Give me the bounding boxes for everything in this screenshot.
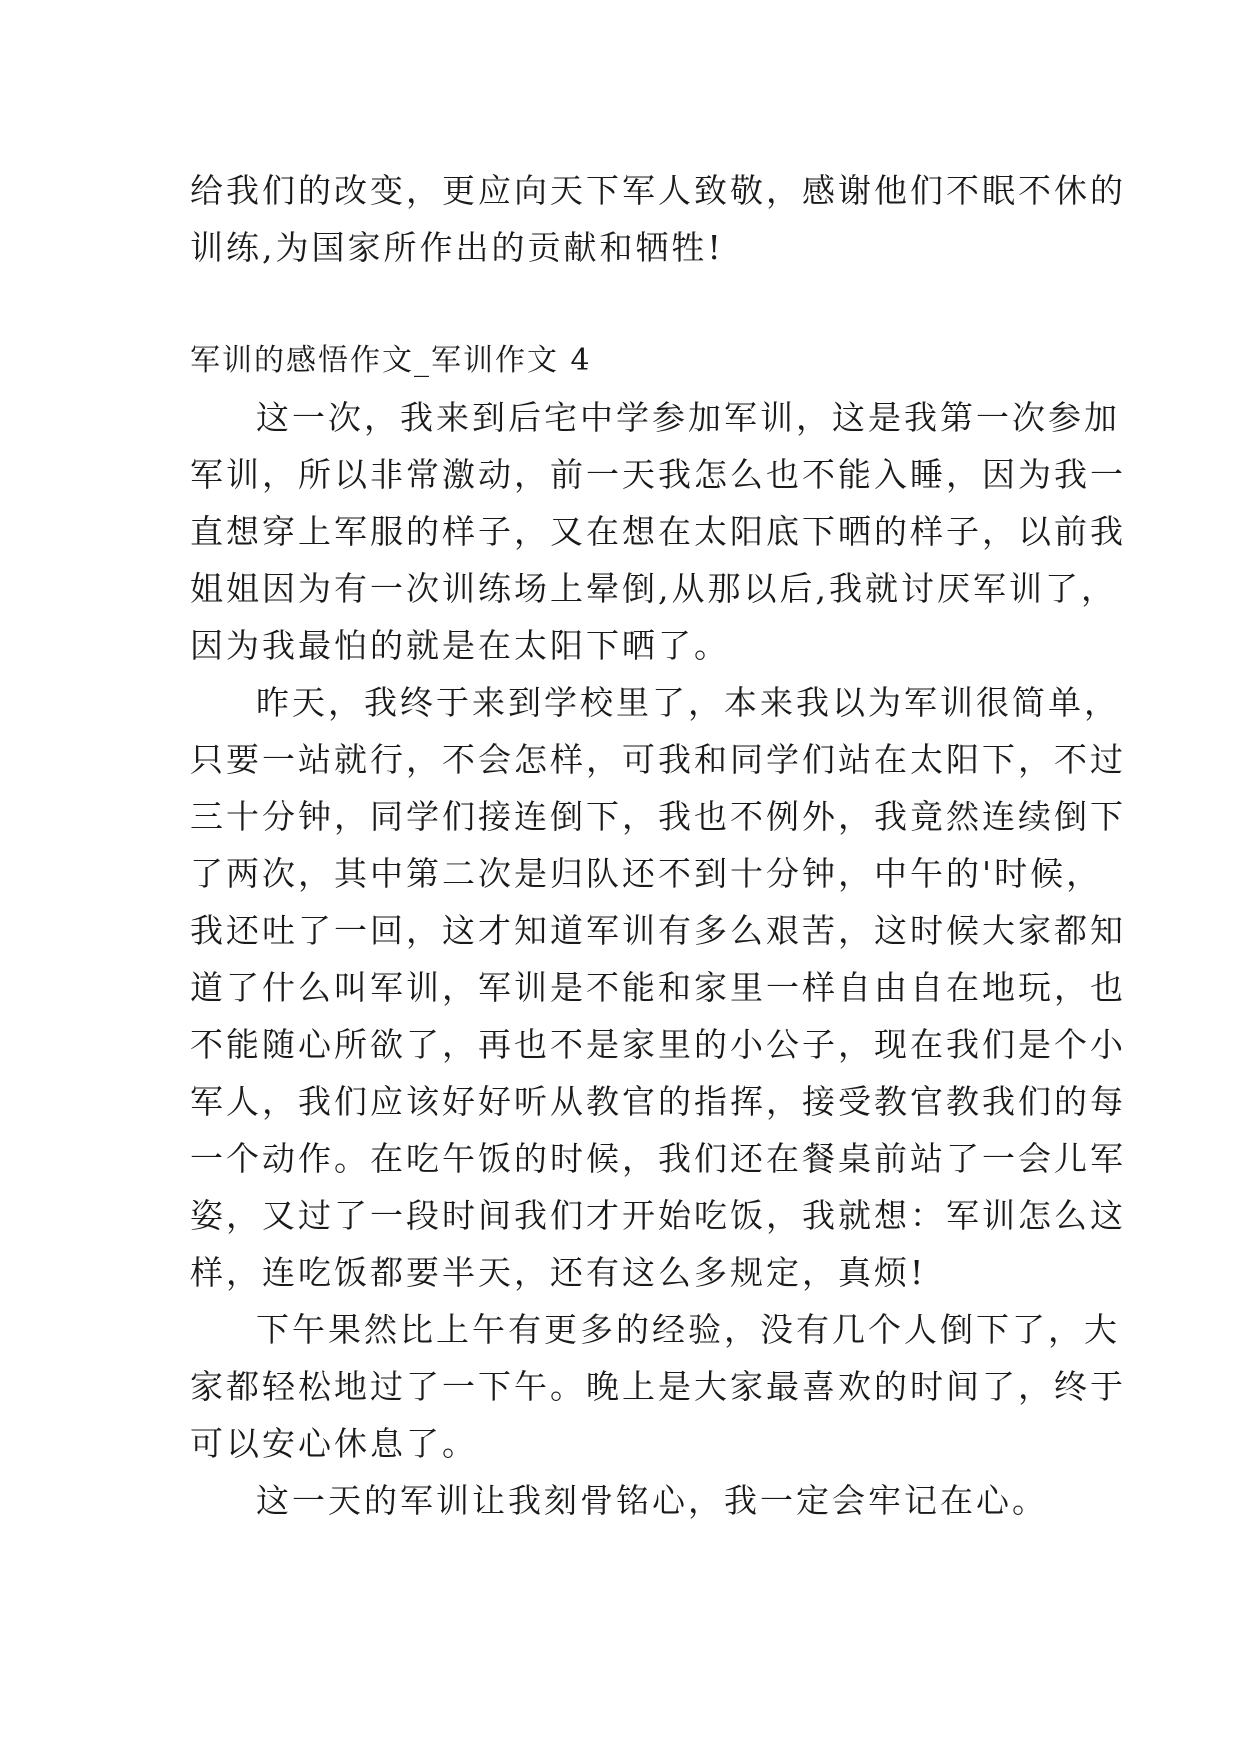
paragraph-line: 只要一站就行，不会怎样，可我和同学们站在太阳下，不过 bbox=[190, 740, 1126, 779]
paragraph-line: 昨天，我终于来到学校里了，本来我以为军训很简单， bbox=[256, 683, 1120, 722]
paragraph-line: 军人，我们应该好好听从教官的指挥，接受教官教我们的每 bbox=[190, 1082, 1126, 1121]
paragraph-line: 姿，又过了一段时间我们才开始吃饭，我就想：军训怎么这 bbox=[190, 1196, 1126, 1235]
paragraph-line: 了两次，其中第二次是归队还不到十分钟，中午的'时候， bbox=[190, 854, 1103, 893]
intro-line: 训练,为国家所作出的贡献和牺牲! bbox=[190, 228, 724, 267]
paragraph-line: 样，连吃饭都要半天，还有这么多规定，真烦! bbox=[190, 1253, 927, 1292]
paragraph-line: 我还吐了一回，这才知道军训有多么艰苦，这时候大家都知 bbox=[190, 911, 1126, 950]
paragraph-line: 可以安心休息了。 bbox=[190, 1424, 478, 1463]
section-title: 军训的感悟作文_军训作文 4 bbox=[190, 343, 592, 378]
paragraph-line: 不能随心所欲了，再也不是家里的小公子，现在我们是个小 bbox=[190, 1025, 1126, 1064]
paragraph-line: 家都轻松地过了一下午。晚上是大家最喜欢的时间了，终于 bbox=[190, 1367, 1126, 1406]
paragraph-line: 因为我最怕的就是在太阳下晒了。 bbox=[190, 626, 730, 665]
document-body bbox=[190, 162, 1126, 1529]
paragraph-line: 这一天的军训让我刻骨铭心，我一定会牢记在心。 bbox=[256, 1481, 1048, 1520]
paragraph-line: 军训，所以非常激动，前一天我怎么也不能入睡，因为我一 bbox=[190, 455, 1126, 494]
paragraph-line: 直想穿上军服的样子，又在想在太阳底下晒的样子，以前我 bbox=[190, 512, 1126, 551]
paragraph bbox=[190, 1301, 1126, 1472]
paragraph bbox=[190, 389, 1126, 674]
paragraph bbox=[190, 674, 1126, 1301]
paragraph-line: 三十分钟，同学们接连倒下，我也不例外，我竟然连续倒下 bbox=[190, 797, 1126, 836]
paragraph bbox=[190, 1472, 1050, 1529]
paragraph-line: 姐姐因为有一次训练场上晕倒,从那以后,我就讨厌军训了， bbox=[190, 569, 1117, 608]
paragraph-line: 这一次，我来到后宅中学参加军训，这是我第一次参加 bbox=[256, 398, 1120, 437]
paragraph-line: 下午果然比上午有更多的经验，没有几个人倒下了，大 bbox=[256, 1310, 1120, 1349]
intro-line: 给我们的改变，更应向天下军人致敬，感谢他们不眠不休的 bbox=[190, 171, 1126, 210]
paragraph-line: 一个动作。在吃午饭的时候，我们还在餐桌前站了一会儿军 bbox=[190, 1139, 1126, 1178]
paragraph-line: 道了什么叫军训，军训是不能和家里一样自由自在地玩，也 bbox=[190, 968, 1126, 1007]
